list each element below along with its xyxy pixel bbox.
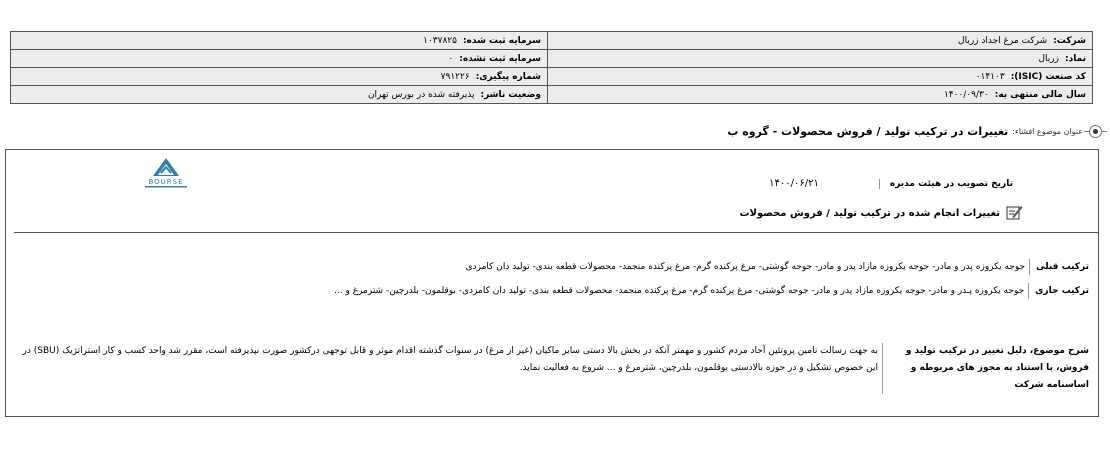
fiscal-value: ۱۴۰۰/۰۹/۳۰ <box>943 89 989 100</box>
approval-date-label: تاریخ تصویب در هیئت مدیره <box>879 179 1013 189</box>
company-info-table <box>10 31 1093 104</box>
company-label: شرکت: <box>1053 35 1086 46</box>
symbol-cell <box>548 50 1093 68</box>
info-row <box>11 86 1093 104</box>
isic-label: کد صنعت (ISIC): <box>1010 71 1086 82</box>
symbol-value: زربال <box>1038 53 1059 64</box>
changes-heading <box>739 204 1023 223</box>
subject-title: تغییرات در ترکیب تولید / فروش محصولات - گروه ب <box>727 125 1009 138</box>
company-value: شرکت مرغ اجداد زربال <box>958 35 1048 46</box>
info-row <box>11 50 1093 68</box>
section-divider <box>14 232 1098 233</box>
tracking-value: ۷۹۱۲۲۶ <box>440 71 470 82</box>
symbol-label: نماد: <box>1064 53 1086 64</box>
tracking-label: شماره پیگیری: <box>475 71 541 82</box>
logo-text: BOURSE <box>148 178 184 186</box>
previous-composition-text: جوجه یکروزه پدر و مادر- جوجه یکروزه مازاد پدر و مادر- جوجه گوشتی- مرغ پرکنده گرم- مرغ پرکنده منجمد- محصولات قطعه بندی- تولید دان کامزدی <box>465 262 1026 272</box>
fiscal-cell <box>548 86 1093 104</box>
fiscal-label: سال مالی منتهی به: <box>994 89 1086 100</box>
publisher-status-label: وضعیت ناشر: <box>480 89 541 100</box>
info-row <box>11 32 1093 50</box>
previous-composition-label: ترکیب قبلی <box>1029 259 1089 275</box>
edit-icon <box>1006 204 1023 223</box>
current-composition-label: ترکیب جاری <box>1028 283 1089 299</box>
subject-label: عنوان موضوع افشاء: <box>1012 127 1083 136</box>
disclosure-subject <box>727 125 1102 138</box>
description-row <box>8 343 1089 394</box>
previous-composition-row <box>466 259 1089 275</box>
isic-value: ۰۱۴۱۰۳ <box>975 71 1005 82</box>
unregistered-capital-value: ۰ <box>448 53 454 64</box>
isic-cell <box>548 68 1093 86</box>
tracking-cell <box>11 68 548 86</box>
registered-capital-value: ۱۰۳۷۸۲۵ <box>423 35 457 46</box>
company-cell <box>548 32 1093 50</box>
publisher-status-value: پذیرفته شده در بورس تهران <box>367 89 475 100</box>
approval-date-value: ۱۴۰۰/۰۶/۲۱ <box>769 178 819 189</box>
description-text: به جهت رسالت تامین پروتئین آحاد مردم کشور و مهمتر آنکه در بخش بالا دستی سایر ماکیان (غیر از مرغ) در سنوات گذشته اقدام موثر و قابل توجهی درکشور صورت نپذیرفته است، مقرر شد واحد کسب و کار استراتژیک (SBU) در این خصوص تشکیل و در حوزه بالادستی بوقلمون، بلدرچین، شترمرغ و ... شروع به فعالیت نماید. <box>22 346 878 373</box>
info-row <box>11 68 1093 86</box>
publisher-status-cell <box>11 86 548 104</box>
bourse-logo-icon <box>139 156 194 190</box>
changes-title: تغییرات انجام شده در ترکیب تولید / فروش محصولات <box>739 208 1000 219</box>
unregistered-capital-cell <box>11 50 548 68</box>
current-composition-row <box>44 283 1089 299</box>
description-label: شرح موضوع، دلیل تغییر در ترکیب تولید و فروش، با استناد به مجوز های مربوطه و اساسنامه شرکت <box>882 343 1089 394</box>
registered-capital-label: سرمایه ثبت شده: <box>462 35 541 46</box>
radio-bullet-icon <box>1089 125 1102 138</box>
current-composition-text: جوجه یکروزه پـدر و مادر- جوجه یکروزه مازاد پدر و مادر- جوجه گوشتی- مرغ پرکنده گرم- مرغ پرکنده منجمد- محصولات قطعه بندی- تولید دان کامزدی- بوقلمون- بلدرچین- شترمرغ و ... <box>334 286 1025 296</box>
registered-capital-cell <box>11 32 548 50</box>
approval-date-row <box>769 178 1013 189</box>
disclosure-box <box>5 149 1099 417</box>
unregistered-capital-label: سرمایه ثبت نشده: <box>459 53 541 64</box>
